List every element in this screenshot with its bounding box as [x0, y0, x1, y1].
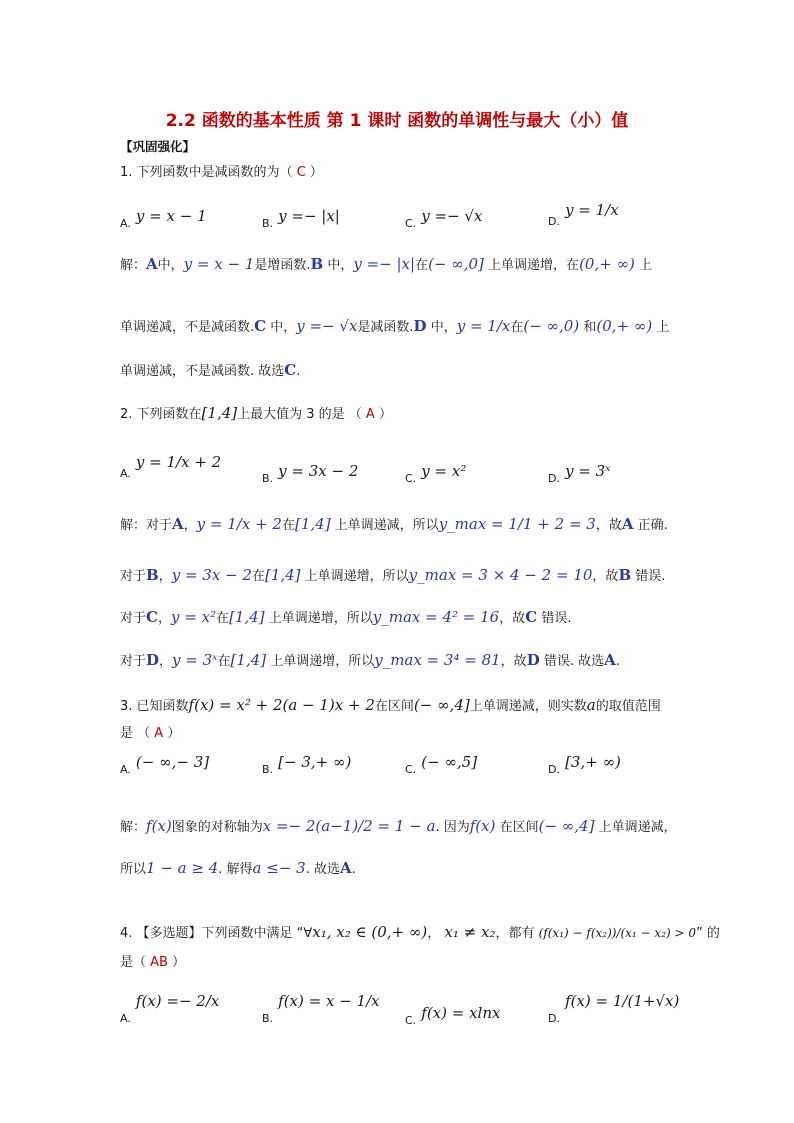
q2-solution-line-2: 对于B，y = 3x − 2在[1,4] 上单调递增，所以y_max = 3 × 4 − 2 = 10，故B 错误.: [120, 566, 666, 584]
q3-option-c: $_{C.}$ (− ∞,5]: [405, 753, 478, 776]
q4-option-b: $_{B.}$ f(x) = x − 1/x: [262, 992, 380, 1025]
q3-solution-line-2: 所以1 − a ≥ 4. 解得a ≤− 3. 故选A.: [120, 859, 356, 877]
q2-solution-line-3: 对于C，y = x²在[1,4] 上单调递增，所以y_max = 4² = 16，故C 错误.: [120, 608, 572, 626]
q4-option-c: $_{C.}$ f(x) = xlnx: [405, 1004, 501, 1027]
q2-solution-line-4: 对于D，y = 3ˣ在[1,4] 上单调递增，所以y_max = 3⁴ = 81，故D 错误. 故选A.: [120, 651, 620, 669]
answer-mark: AB: [150, 955, 168, 970]
question-2-stem: 2. 下列函数在[1,4]上最大值为 3 的是 （ A ）: [120, 404, 392, 422]
q2-option-b: $_{B.}$ y = 3x − 2: [262, 462, 359, 485]
answer-mark: A: [154, 726, 164, 741]
q1-solution-line-3: 单调递减，不是减函数. 故选C.: [120, 361, 301, 379]
q2-solution-line-1: 解：对于A，y = 1/x + 2在[1,4] 上单调递减，所以y_max = 1/1 + 2 = 3，故A 正确.: [120, 515, 668, 533]
q2-option-a: $_{A.}$ y = 1/x + 2: [120, 453, 222, 480]
q1-solution-line-2: 单调递减，不是减函数.C 中，y =− √x是减函数.D 中，y = 1/x在(− ∞,0) 和(0,+ ∞) 上: [120, 317, 670, 335]
q3-option-d: $_{D.}$ [3,+ ∞): [548, 753, 621, 776]
section-heading: 【巩固强化】: [120, 139, 196, 154]
question-4-stem-line-2: 是（ AB ）: [120, 955, 186, 970]
q3-option-a: $_{A.}$ (− ∞,− 3]: [120, 753, 210, 776]
q1-option-d: $_{D.}$ y = 1/x: [548, 201, 619, 228]
question-4-stem-line-1: 4. 【多选题】下列函数中满足 “∀x₁, x₂ ∈ (0,+ ∞)， x₁ ≠ x₂，都有 (f(x₁) − f(x₂))/(x₁ − x₂) > 0” 的: [120, 923, 720, 941]
q1-option-a: $_{A.}$ y = x − 1: [120, 207, 207, 230]
q1-option-c: $_{C.}$ y =− √x: [405, 207, 483, 230]
answer-mark: A: [365, 407, 375, 422]
q3-option-b: $_{B.}$ [− 3,+ ∞): [262, 753, 352, 776]
question-1-stem: 1. 下列函数中是减函数的为（ C ）: [120, 165, 323, 180]
question-3-stem-line-1: 3. 已知函数f(x) = x² + 2(a − 1)x + 2在区间(− ∞,4]上单调递减，则实数a的取值范围: [120, 696, 661, 714]
q2-option-c: $_{C.}$ y = x²: [405, 462, 467, 485]
q1-option-b: $_{B.}$ y =− |x|: [262, 207, 340, 230]
page-title: 2.2 函数的基本性质 第 1 课时 函数的单调性与最大（小）值: [165, 111, 629, 131]
q3-solution-line-1: 解：f(x)图象的对称轴为x =− 2(a−1)/2 = 1 − a. 因为f(x) 在区间(− ∞,4] 上单调递减，: [120, 817, 677, 835]
q2-option-d: $_{D.}$ y = 3ˣ: [548, 462, 611, 485]
q1-solution-line-1: 解：A中，y = x − 1是增函数.B 中，y =− |x|在(− ∞,0] 上单调递增，在(0,+ ∞) 上: [120, 255, 653, 273]
q4-option-a: $_{A.}$ f(x) =− 2/x: [120, 992, 220, 1025]
q4-option-d: $_{D.}$ f(x) = 1/(1+√x): [548, 992, 680, 1025]
answer-mark: C: [296, 165, 306, 180]
question-3-stem-line-2: 是 （ A ）: [120, 726, 181, 741]
